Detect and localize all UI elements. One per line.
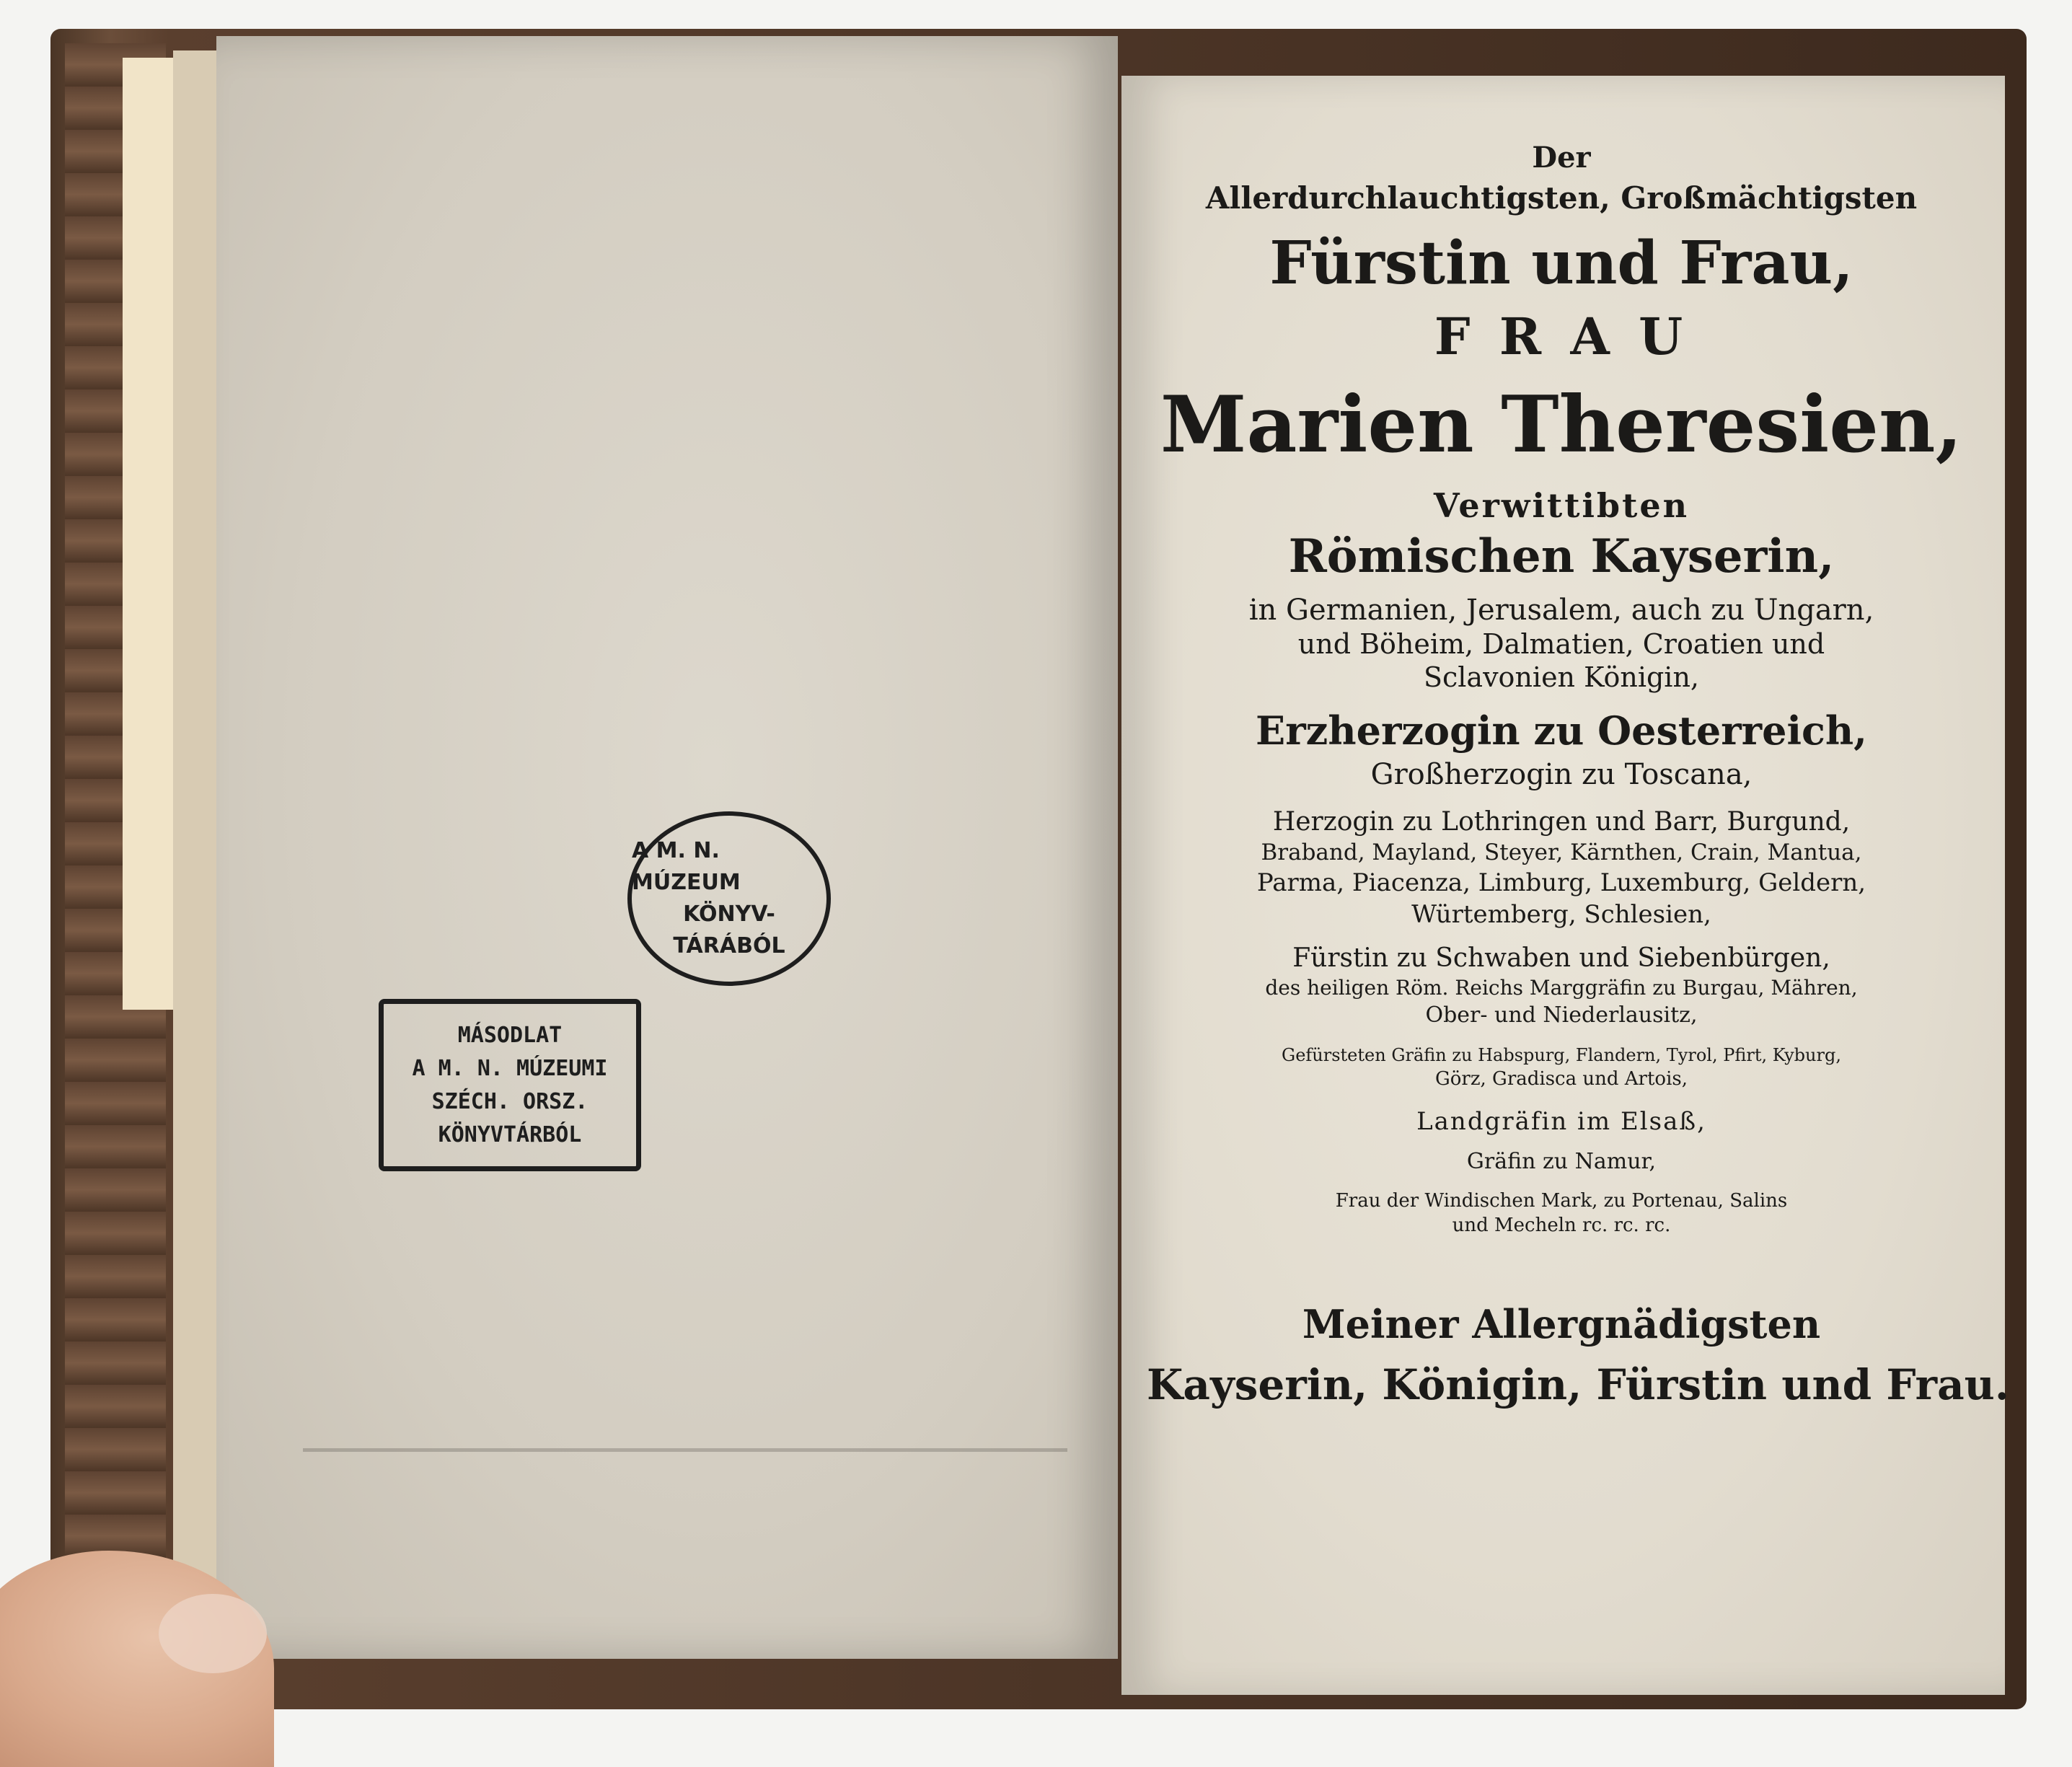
title-line: Herzogin zu Lothringen und Barr, Burgund, <box>1272 807 1851 837</box>
stamp-round-line: A M. N. MÚZEUM <box>632 838 741 895</box>
title-line: Allerdurchlauchtigsten, Großmächtigsten <box>1205 180 1918 216</box>
title-line: Kayserin, Königin, Fürstin und Frau. <box>1147 1360 2010 1409</box>
thumbnail-highlight <box>159 1594 267 1673</box>
show-through-rule <box>303 1448 1067 1452</box>
title-line: Verwittibten <box>1433 486 1690 525</box>
title-line: Gräfin zu Namur, <box>1466 1149 1657 1174</box>
title-line: Frau der Windischen Mark, zu Portenau, Salins <box>1335 1190 1788 1212</box>
title-line: Römischen Kayserin, <box>1288 529 1835 583</box>
title-line: Ober- und Niederlausitz, <box>1425 1003 1698 1028</box>
title-line: Braband, Mayland, Steyer, Kärnthen, Crain, Mantua, <box>1261 840 1862 865</box>
title-line: Großherzogin zu Toscana, <box>1370 758 1753 791</box>
museum-stamp-rect <box>379 999 641 1171</box>
title-line: Der <box>1532 141 1591 175</box>
title-line: Erzherzogin zu Oesterreich, <box>1256 708 1867 754</box>
title-line: Würtemberg, Schlesien, <box>1411 900 1711 929</box>
stamp-rect-line: MÁSODLAT <box>457 1022 563 1048</box>
title-line: Parma, Piacenza, Limburg, Luxemburg, Geldern, <box>1256 868 1866 897</box>
title-line: Görz, Gradisca und Artois, <box>1434 1068 1688 1090</box>
title-line: Fürstin und Frau, <box>1269 229 1853 298</box>
title-line: Sclavonien Königin, <box>1423 661 1700 693</box>
title-line: Landgräfin im Elsaß, <box>1416 1107 1706 1136</box>
page-edges <box>173 50 216 1673</box>
title-line: F R A U <box>1434 307 1689 366</box>
museum-stamp-round <box>627 811 831 986</box>
stamp-round-line: TÁRÁBÓL <box>673 933 785 959</box>
title-line: und Böheim, Dalmatien, Croatien und <box>1297 628 1825 660</box>
title-line: und Mecheln rc. rc. rc. <box>1452 1215 1671 1236</box>
title-line: Meiner Allergnädigsten <box>1302 1301 1821 1347</box>
title-line: Marien Theresien, <box>1160 379 1963 470</box>
flyleaf-strip <box>123 58 173 1010</box>
stamp-rect-line: KÖNYVTÁRBÓL <box>438 1122 582 1147</box>
title-line: in Germanien, Jerusalem, auch zu Ungarn, <box>1248 594 1874 627</box>
stamp-rect-line: A M. N. MÚZEUMI <box>412 1055 608 1081</box>
title-line: Gefürsteten Gräfin zu Habspurg, Flandern, Tyrol, Pfirt, Kyburg, <box>1282 1045 1841 1065</box>
title-page-text <box>1147 141 2010 1409</box>
stamp-rect-line: SZÉCH. ORSZ. <box>431 1088 588 1114</box>
stamp-round-line: KÖNYV- <box>683 902 775 927</box>
title-line: des heiligen Röm. Reichs Marggräfin zu Burgau, Mähren, <box>1265 976 1858 1000</box>
title-line: Fürstin zu Schwaben und Siebenbürgen, <box>1292 943 1830 973</box>
